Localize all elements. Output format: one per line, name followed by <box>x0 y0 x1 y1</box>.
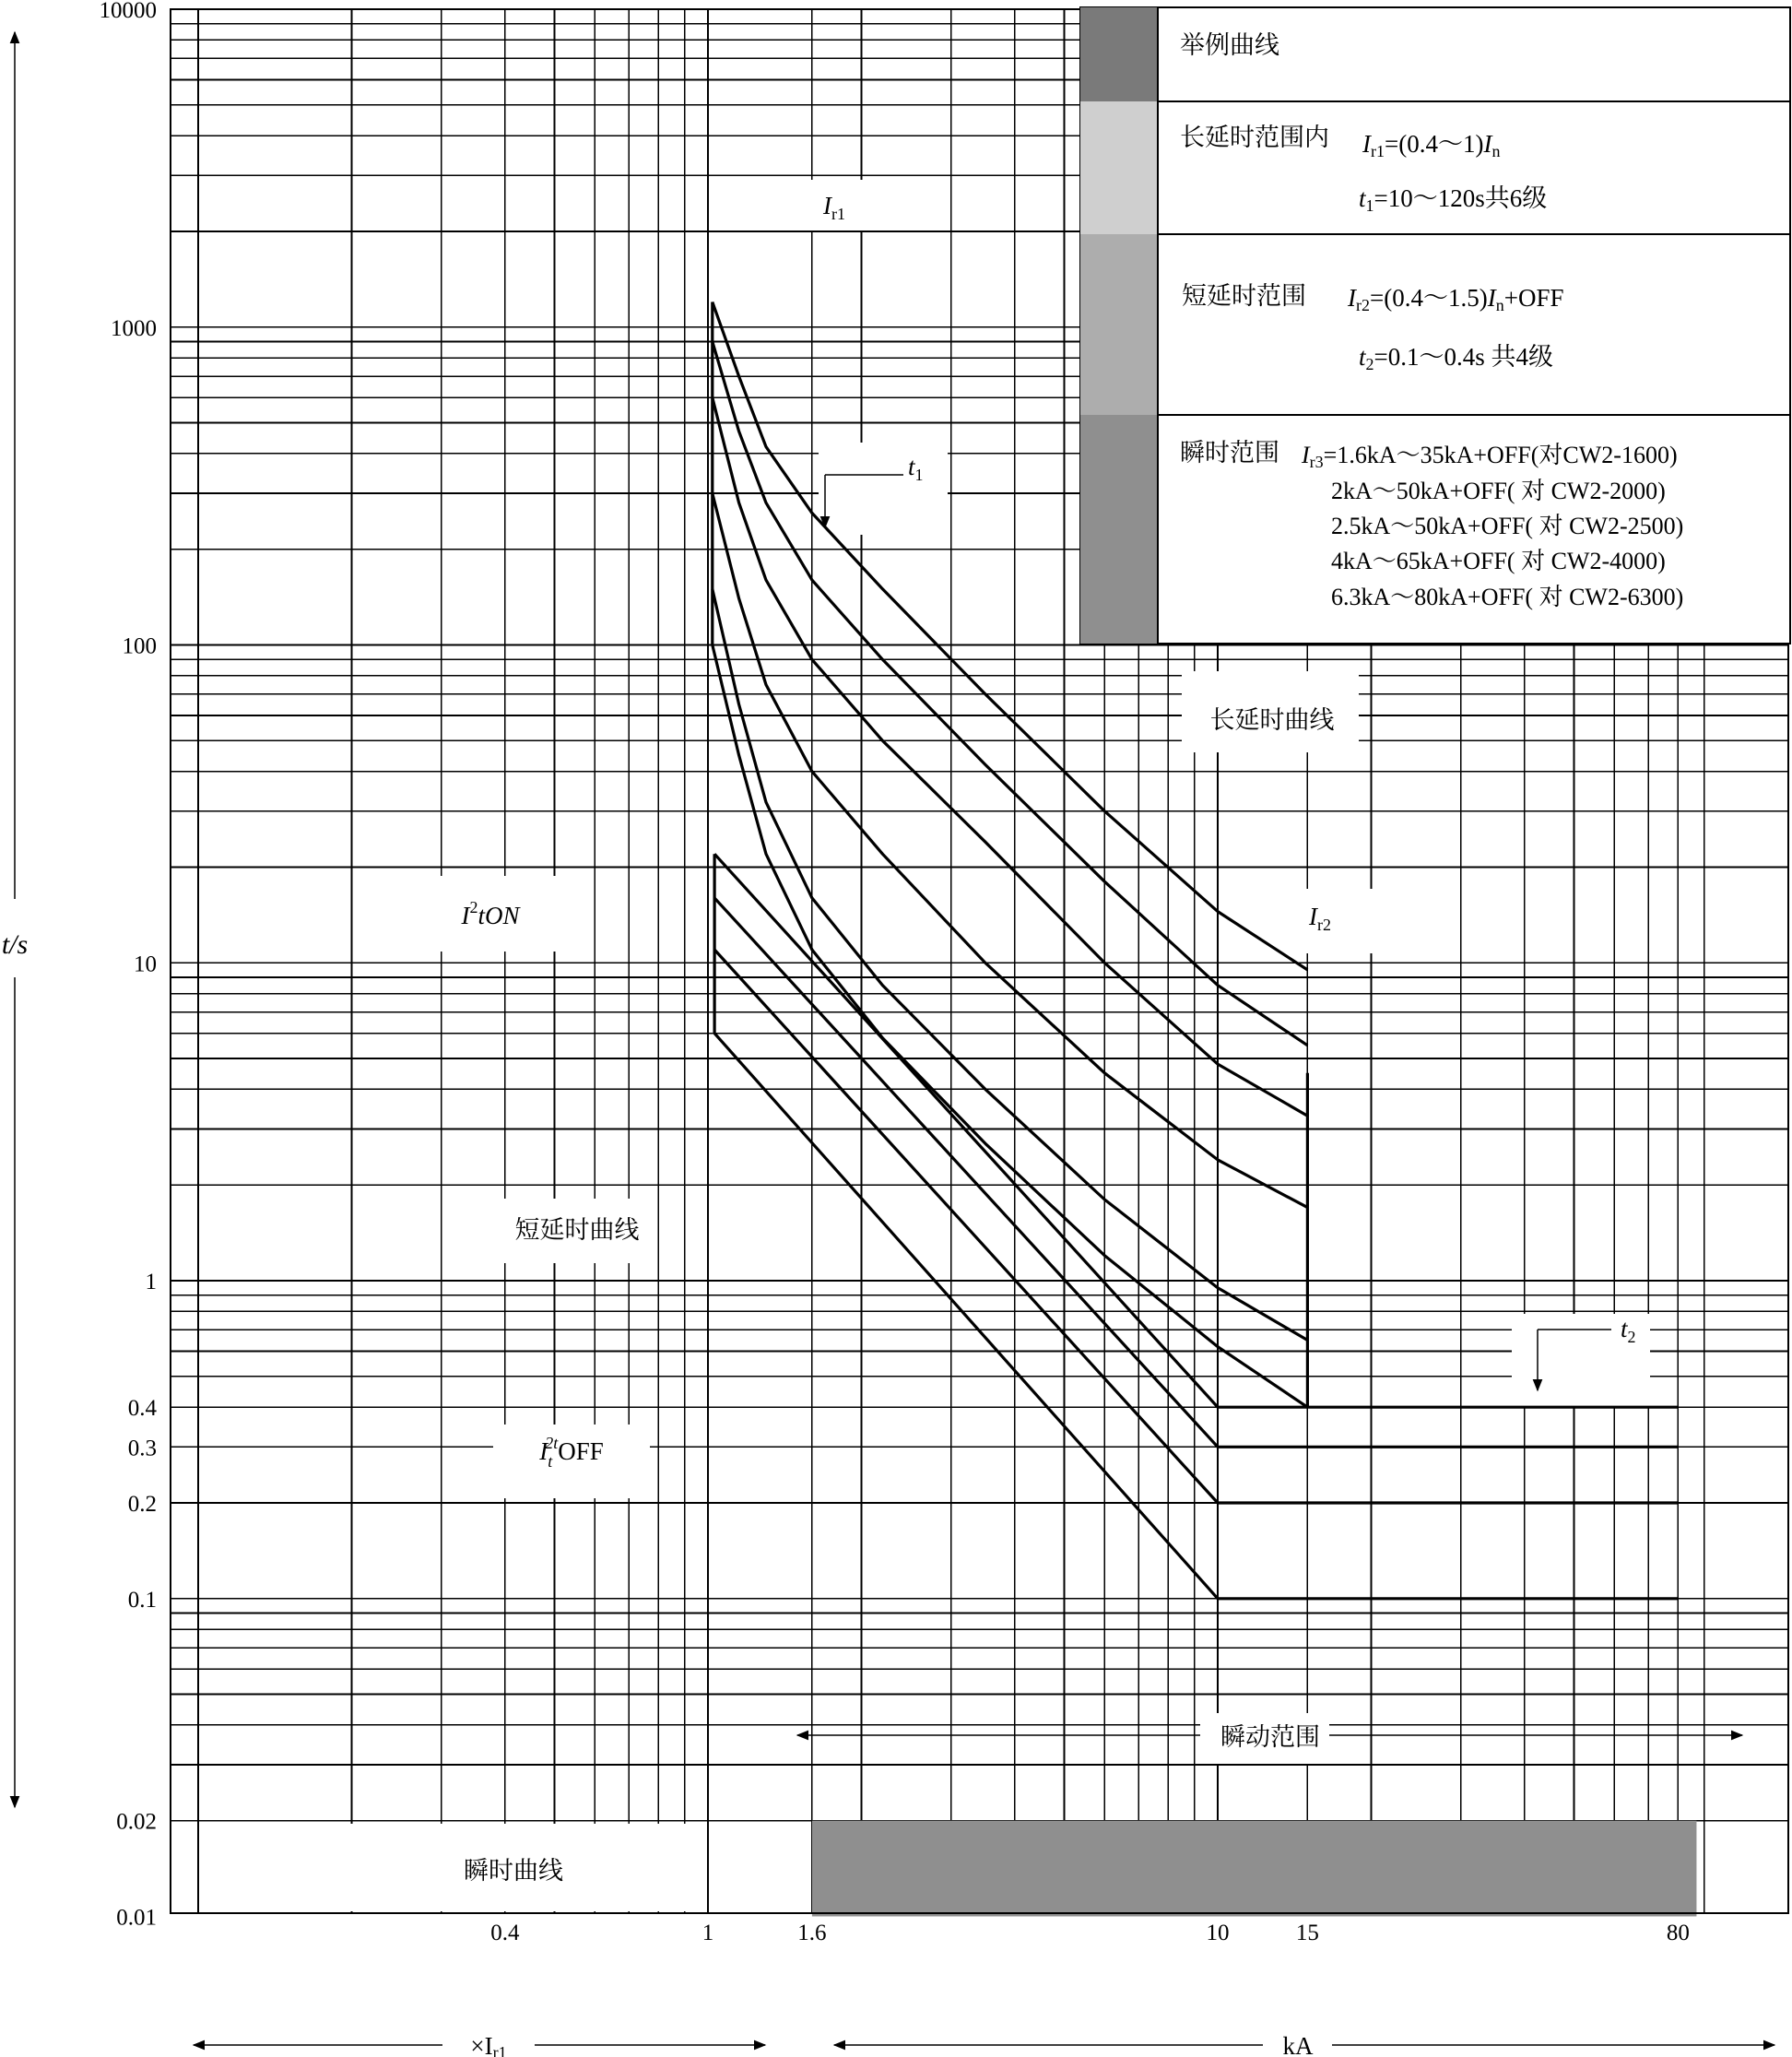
y-tick-label: 1000 <box>111 315 157 341</box>
short-delay-curve-label: 短延时曲线 <box>514 1216 640 1244</box>
x-tick-label: 0.4 <box>490 1921 520 1945</box>
legend-short-delay-title: 短延时范围 <box>1182 282 1306 310</box>
y-tick-label: 1 <box>145 1270 157 1294</box>
y-tick-label: 0.3 <box>127 1436 157 1461</box>
legend-long-delay-t1: t1=10～120s共6级 <box>1359 184 1548 215</box>
legend-swatch-long-delay <box>1080 101 1158 234</box>
y-tick-label: 100 <box>122 633 157 659</box>
y-tick-label: 0.2 <box>127 1492 157 1517</box>
x-tick-label: 10 <box>1206 1921 1230 1945</box>
i2t-on-label: $I^2tON$ <box>461 898 520 929</box>
t2-label: $t_2$ <box>1621 1315 1636 1346</box>
x-unit-left-label: ×Ir1 <box>470 2032 507 2057</box>
legend-long-delay-ir1: Ir1=(0.4～1)In <box>1362 130 1501 160</box>
legend-instant-line-2: 2kA～50kA+OFF( 对 CW2-2000) <box>1331 478 1666 504</box>
instantaneous-band <box>812 1821 1697 1917</box>
y-tick-labels <box>100 0 158 1931</box>
legend-short-delay-ir2: Ir2=(0.4～1.5)In+OFF <box>1348 284 1564 314</box>
legend-swatch-short-delay <box>1080 234 1158 415</box>
legend-swatch-example <box>1080 7 1158 101</box>
t1-label: $t_1$ <box>908 453 924 484</box>
y-tick-label: 0.1 <box>127 1587 157 1613</box>
x-tick-label: 80 <box>1666 1921 1690 1945</box>
legend-instant-title: 瞬时范围 <box>1180 439 1279 467</box>
legend-example-text: 举例曲线 <box>1180 31 1279 59</box>
instant-curve-label: 瞬时曲线 <box>464 1857 563 1885</box>
y-tick-label: 10000 <box>99 0 157 23</box>
legend-instant-line-1: Ir3=1.6kA～35kA+OFF(对CW2-1600) <box>1302 442 1678 471</box>
y-tick-label: 10 <box>134 952 157 977</box>
ir2-label: $I_{r2}$ <box>1309 903 1331 934</box>
legend <box>1080 7 1790 644</box>
legend-instant-line-5: 6.3kA～80kA+OFF( 对 CW2-6300) <box>1331 584 1684 610</box>
y-tick-label: 0.02 <box>116 1809 157 1835</box>
ir1-label: $I_{r1}$ <box>823 192 845 223</box>
legend-instant-line-3: 2.5kA～50kA+OFF( 对 CW2-2500) <box>1331 513 1684 539</box>
label-patch-t1 <box>819 443 948 535</box>
x-tick-label: 15 <box>1295 1921 1319 1945</box>
i2t-off-label: $I_t2tOFF$ <box>539 1434 604 1471</box>
legend-short-delay-t2: t2=0.1～0.4s 共4级 <box>1359 343 1553 373</box>
x-tick-labels <box>490 1921 1690 1945</box>
y-tick-label: 0.4 <box>127 1396 157 1422</box>
y-tick-label: 0.01 <box>116 1905 157 1931</box>
long-delay-curve-label: 长延时曲线 <box>1209 706 1335 734</box>
x-unit-right-label: kA <box>1282 2032 1314 2057</box>
legend-instant-line-4: 4kA～65kA+OFF( 对 CW2-4000) <box>1331 548 1666 574</box>
legend-long-delay-title: 长延时范围内 <box>1180 124 1329 151</box>
x-tick-label: 1 <box>701 1921 714 1945</box>
y-axis-label: t/s <box>1 929 29 960</box>
instant-range-label: 瞬动范围 <box>1220 1723 1320 1751</box>
x-tick-label: 1.6 <box>797 1921 827 1945</box>
legend-swatch-instantaneous <box>1080 415 1158 644</box>
